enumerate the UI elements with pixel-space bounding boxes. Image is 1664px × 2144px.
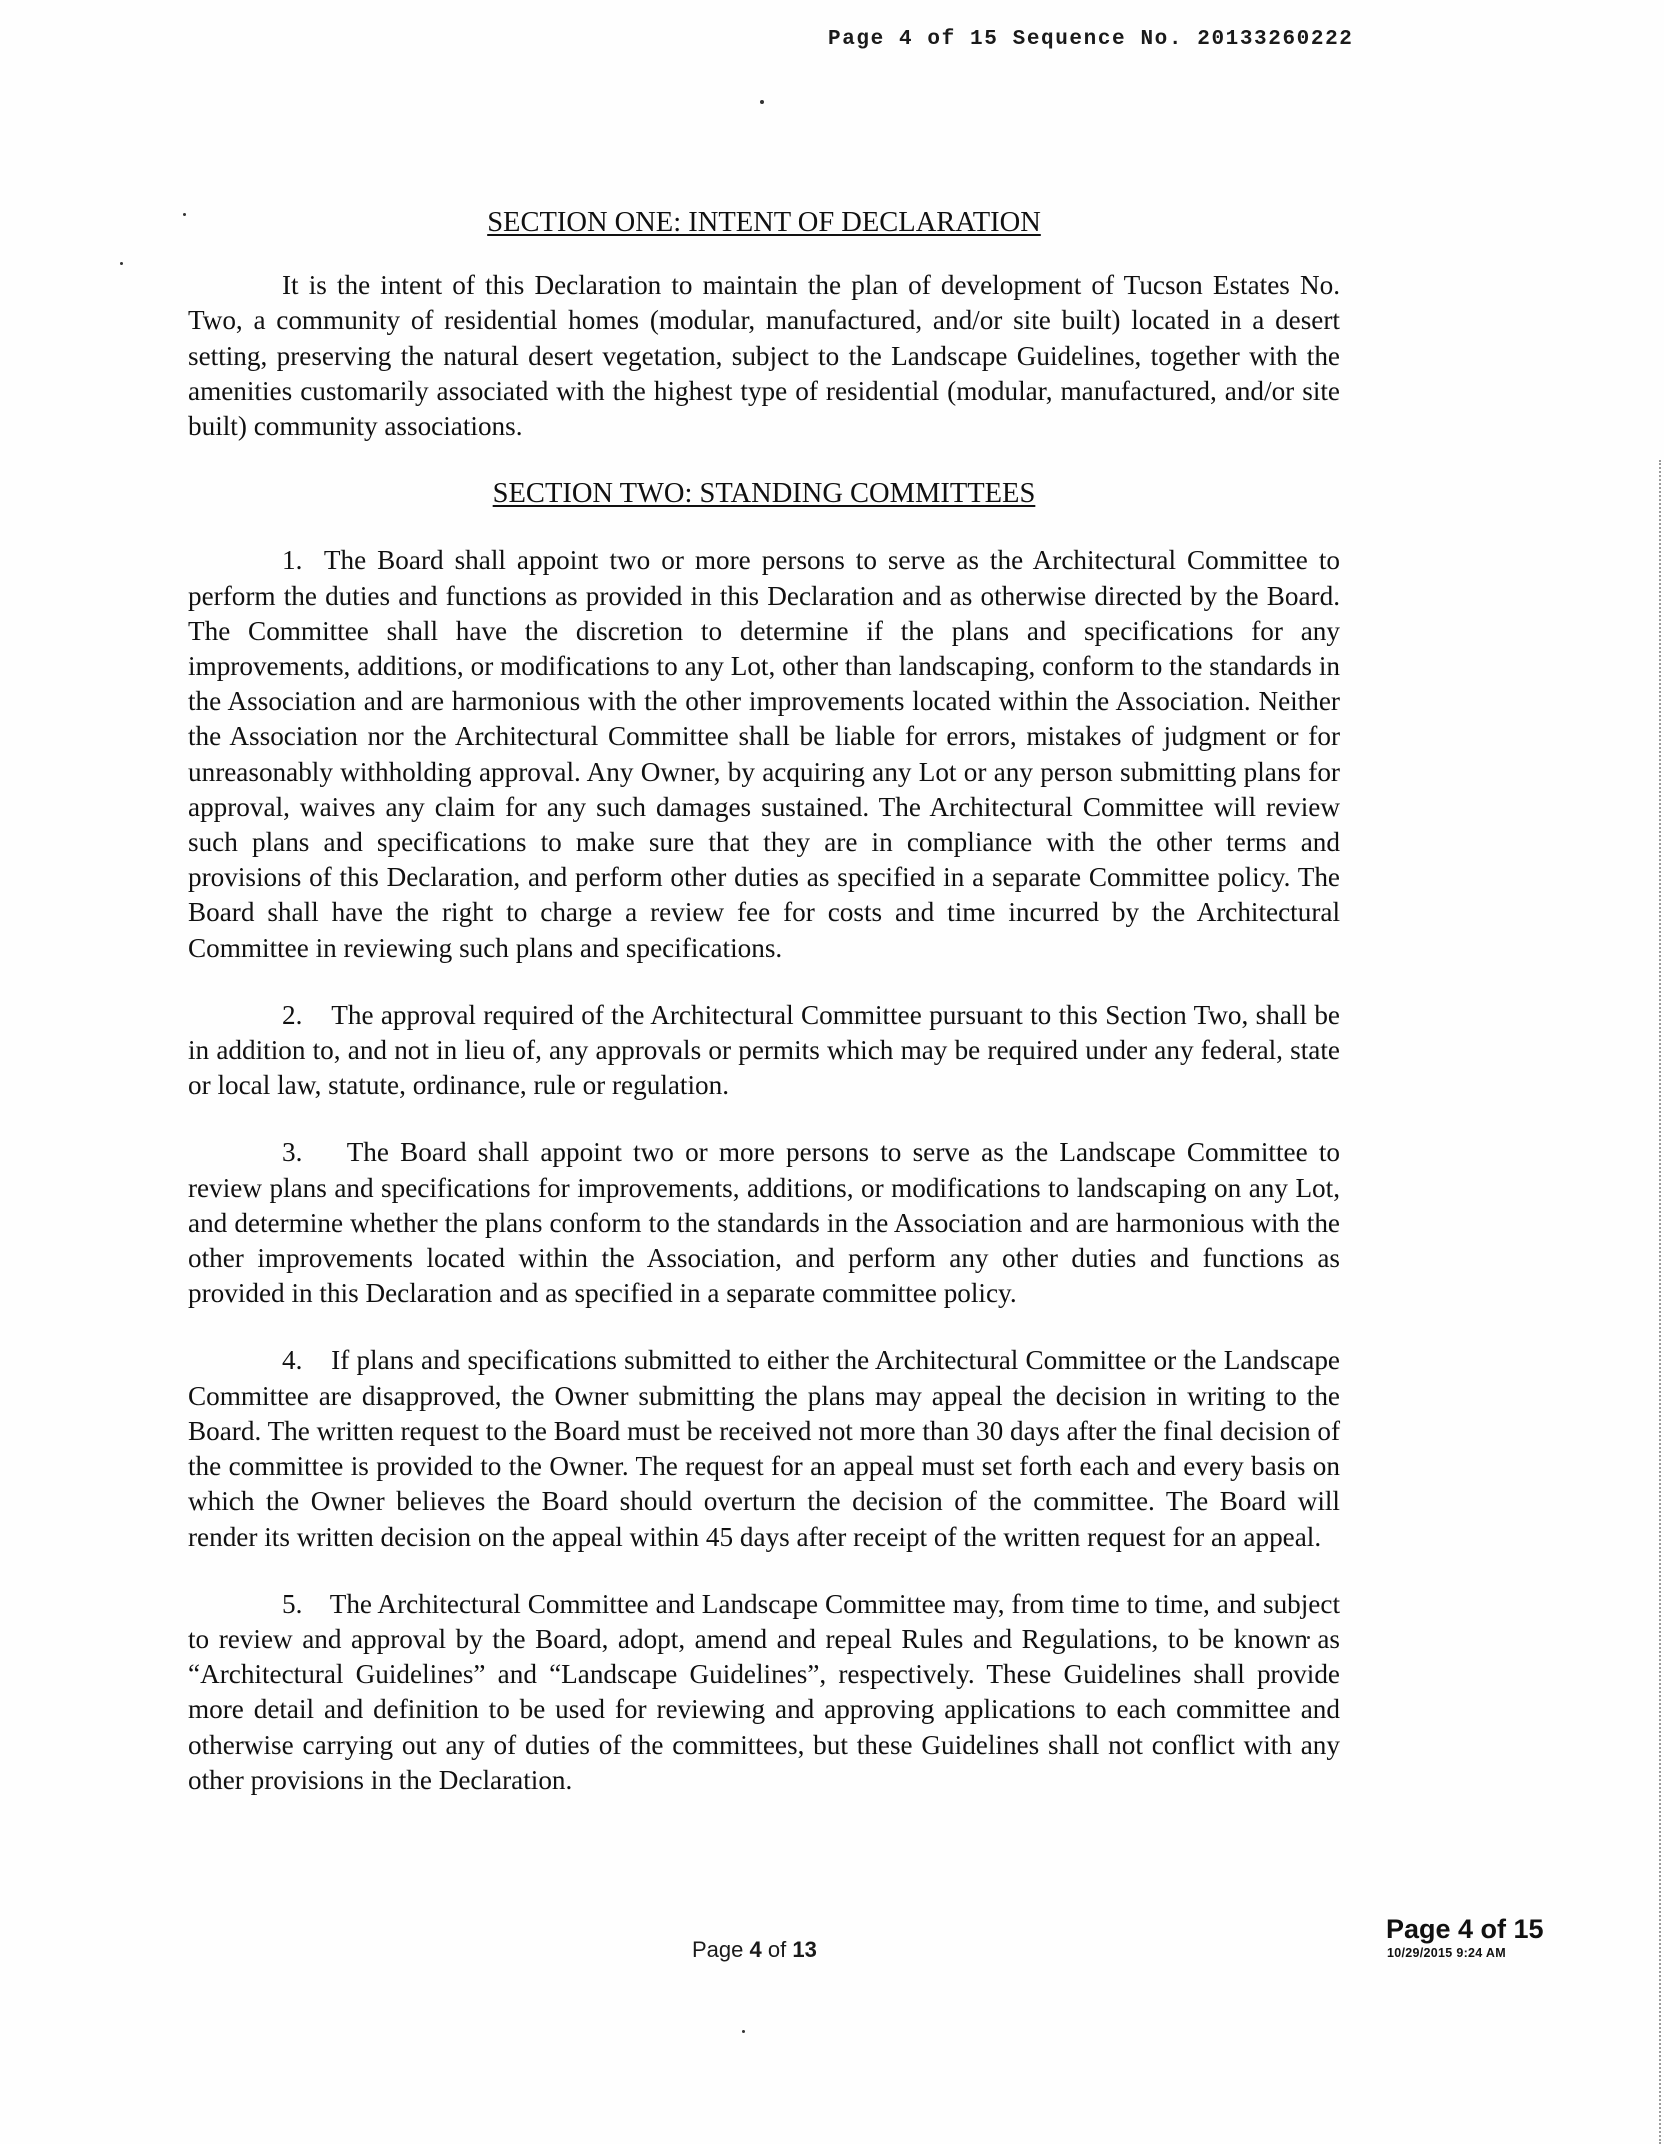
scan-speck	[760, 100, 764, 104]
recording-stamp	[1386, 1914, 1544, 1960]
footer-page-number: 4	[749, 1937, 762, 1962]
section-two-paragraph-5: 5. The Architectural Committee and Landscape Committee may, from time to time, and subject to review and approval by the Board, adopt, amend and repeal Rules and Regulations, to be known as “Architectural Guidelines” and “Landscape Guidelines”, respectively. These Guidelines shall provide more detail and definition to be used for reviewing and approving applications to each committee and otherwise carrying out any of duties of the committees, but these Guidelines shall not conflict with any other provisions in the Declaration.	[188, 1588, 1347, 1795]
section-one-heading: SECTION ONE: INTENT OF DECLARATION	[487, 207, 1041, 238]
stamp-page-label: Page 4 of 15	[1386, 1914, 1544, 1944]
section-one-paragraph: It is the intent of this Declaration to maintain the plan of development of Tucson Estates No. Two, a community of residential homes (modular, manufactured, and/or site built) located in a desert setting, preserving the natural desert vegetation, subject to the Landscape Guidelines, together with the amenities customarily associated with the highest type of residential (modular, manufactured, and/or site built) community associations.	[188, 270, 1340, 442]
footer-page-total: 13	[792, 1937, 817, 1962]
footer-page-prefix: Page	[692, 1937, 750, 1962]
scan-speck	[120, 262, 123, 265]
scan-speck	[183, 213, 186, 216]
section-two-paragraph-1: 1. The Board shall appoint two or more persons to serve as the Architectural Committee to perform the duties and functions as provided in this Declaration and as otherwise directed by the Board. The Committee shall have the discretion to determine if the plans and specifications for any improvements, additions, or modifications to any Lot, other than landscaping, conform to the standards in the Association and are harmonious with the other improvements located within the Association. Neither the Association nor the Architectural Committee shall be liable for errors, mistakes of judgment or for unreasonably withholding approval. Any Owner, by acquiring any Lot or any person submitting plans for approval, waives any claim for any such damages sustained. The Architectural Committee will review such plans and specifications to make sure that they are in compliance with the other terms and provisions of this Declaration, and perform other duties as specified in a separate Committee policy. The Board shall have the right to charge a review fee for costs and time incurred by the Architectural Committee in reviewing such plans and specifications.	[188, 545, 1347, 963]
section-two-paragraph-3: 3. The Board shall appoint two or more persons to serve as the Landscape Committee to review plans and specifications for improvements, additions, or modifications to landscaping on any Lot, and determine whether the plans conform to the standards in the Association and are harmonious with the other improvements located within the Association, and perform any other duties and functions as provided in this Declaration and as specified in a separate committee policy.	[188, 1137, 1347, 1309]
scan-speck	[742, 2030, 745, 2033]
section-two-heading: SECTION TWO: STANDING COMMITTEES	[492, 478, 1036, 510]
stamp-datetime: 10/29/2015 9:24 AM	[1387, 1946, 1506, 1960]
scan-edge-line	[1659, 460, 1664, 2144]
sequence-header: Page 4 of 15 Sequence No. 20133260222	[828, 28, 1354, 51]
page-footer	[692, 1937, 817, 1963]
footer-page-of: of	[761, 1937, 793, 1962]
section-two-paragraph-2: 2. The approval required of the Architectural Committee pursuant to this Section Two, shall be in addition to, and not in lieu of, any approvals or permits which may be required under any federal, state or local law, statute, ordinance, rule or regulation.	[188, 999, 1347, 1101]
section-two-paragraph-4: 4. If plans and specifications submitted to either the Architectural Committee or the Landscape Committee are disapproved, the Owner submitting the plans may appeal the decision in writing to the Board. The written request to the Board must be received not more than 30 days after the final decision of the committee is provided to the Owner. The request for an appeal must set forth each and every basis on which the Owner believes the Board should overturn the decision of the committee. The Board will render its written decision on the appeal within 45 days after receipt of the written request for an appeal.	[188, 1345, 1347, 1552]
document-body	[188, 205, 1347, 1798]
